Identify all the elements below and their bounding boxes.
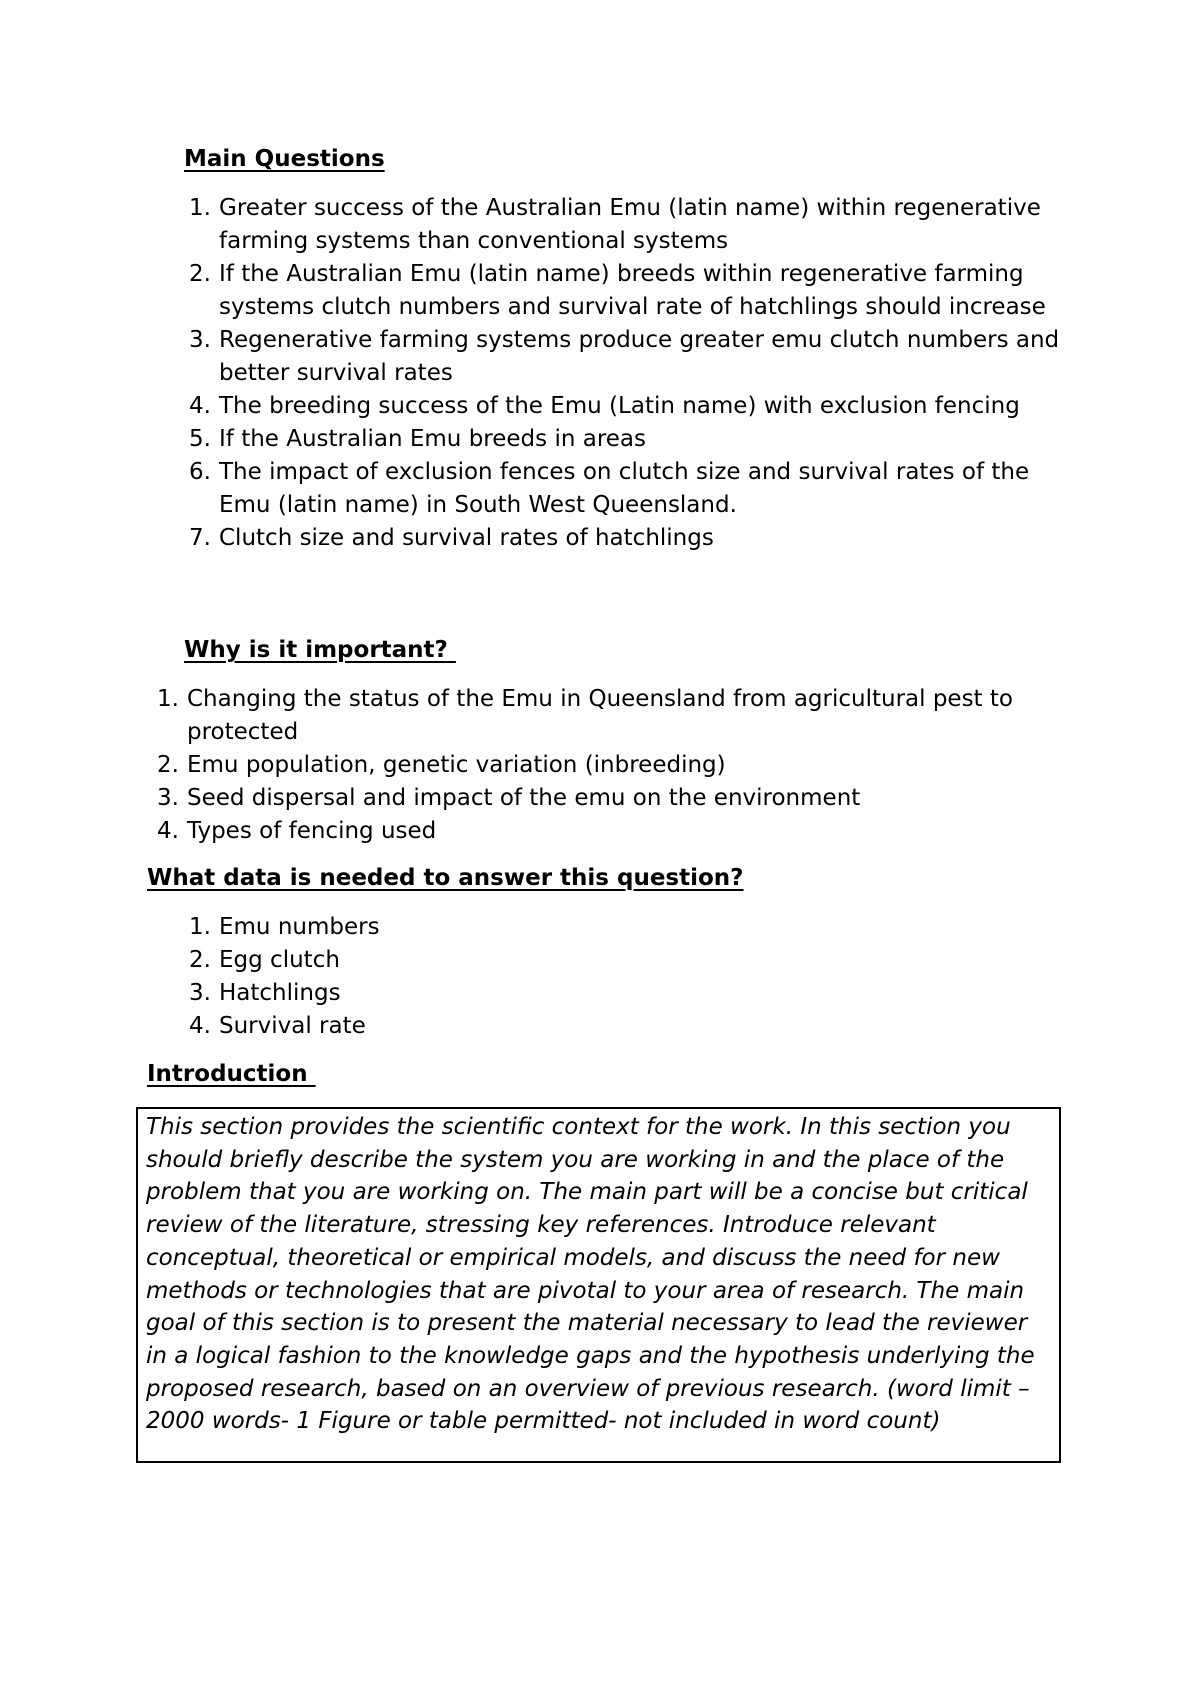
list-number: 5. [189,426,211,452]
list-item [189,390,1079,423]
list-number: 2. [189,947,211,973]
list-item-text: Clutch size and survival rates of hatchlings [219,525,714,551]
data-needed-list [189,911,819,1043]
list-item-text: Survival rate [219,1013,366,1039]
list-number: 4. [189,393,211,419]
list-item-text: Hatchlings [219,980,341,1006]
list-item [189,258,1079,324]
list-item-text: If the Australian Emu (latin name) breeds within regenerative farming systems clutch numbers and survival rate of hatchlings should increase [219,261,1046,320]
list-number: 2. [157,752,179,778]
list-item [189,423,1079,456]
list-item-text: Changing the status of the Emu in Queensland from agricultural pest to protected [187,686,1013,745]
list-number: 1. [157,686,179,712]
main-questions-list [189,192,1079,555]
list-item [189,911,819,944]
list-item-text: The impact of exclusion fences on clutch size and survival rates of the Emu (latin name) in South West Queensland. [219,459,1030,518]
list-number: 4. [189,1013,211,1039]
list-item-text: Seed dispersal and impact of the emu on the environment [187,785,861,811]
list-item [157,683,1057,749]
list-item-text: Regenerative farming systems produce greater emu clutch numbers and better survival rates [219,327,1060,386]
list-number: 3. [189,327,211,353]
list-number: 1. [189,914,211,940]
list-item [189,977,819,1010]
why-important-heading: Why is it important? [184,637,456,663]
list-item [189,1010,819,1043]
list-number: 3. [157,785,179,811]
list-item-text: Emu numbers [219,914,380,940]
list-number: 2. [189,261,211,287]
list-item-text: Types of fencing used [187,818,437,844]
list-item [189,192,1079,258]
list-item [189,456,1079,522]
list-item-text: If the Australian Emu breeds in areas [219,426,646,452]
list-item [189,944,819,977]
list-item [189,522,1079,555]
list-number: 6. [189,459,211,485]
list-item-text: Greater success of the Australian Emu (latin name) within regenerative farming systems than conventional systems [219,195,1041,254]
introduction-heading: Introduction [147,1061,316,1087]
list-item [157,749,1057,782]
data-needed-heading: What data is needed to answer this question? [147,865,744,891]
list-item-text: Emu population, genetic variation (inbreeding) [187,752,726,778]
list-number: 3. [189,980,211,1006]
list-item [189,324,1079,390]
list-item-text: The breeding success of the Emu (Latin name) with exclusion fencing [219,393,1020,419]
list-item [157,815,1057,848]
main-questions-heading: Main Questions [184,146,385,172]
list-item-text: Egg clutch [219,947,340,973]
list-item [157,782,1057,815]
list-number: 1. [189,195,211,221]
introduction-instructions-box: This section provides the scientific context for the work. In this section you should briefly describe the system you are working in and the place of the problem that you are working on. The main part will be a concise but critical review of the literature, stressing key references. Introduce relevant conceptual, theoretical or empirical models, and discuss the need for new methods or technologies that are pivotal to your area of research. The main goal of this section is to present the material necessary to lead the reviewer in a logical fashion to the knowledge gaps and the hypothesis underlying the proposed research, based on an overview of previous research. (word limit – 2000 words- 1 Figure or table permitted- not included in word count) [136,1107,1061,1463]
list-number: 7. [189,525,211,551]
list-number: 4. [157,818,179,844]
why-important-list [157,683,1057,848]
